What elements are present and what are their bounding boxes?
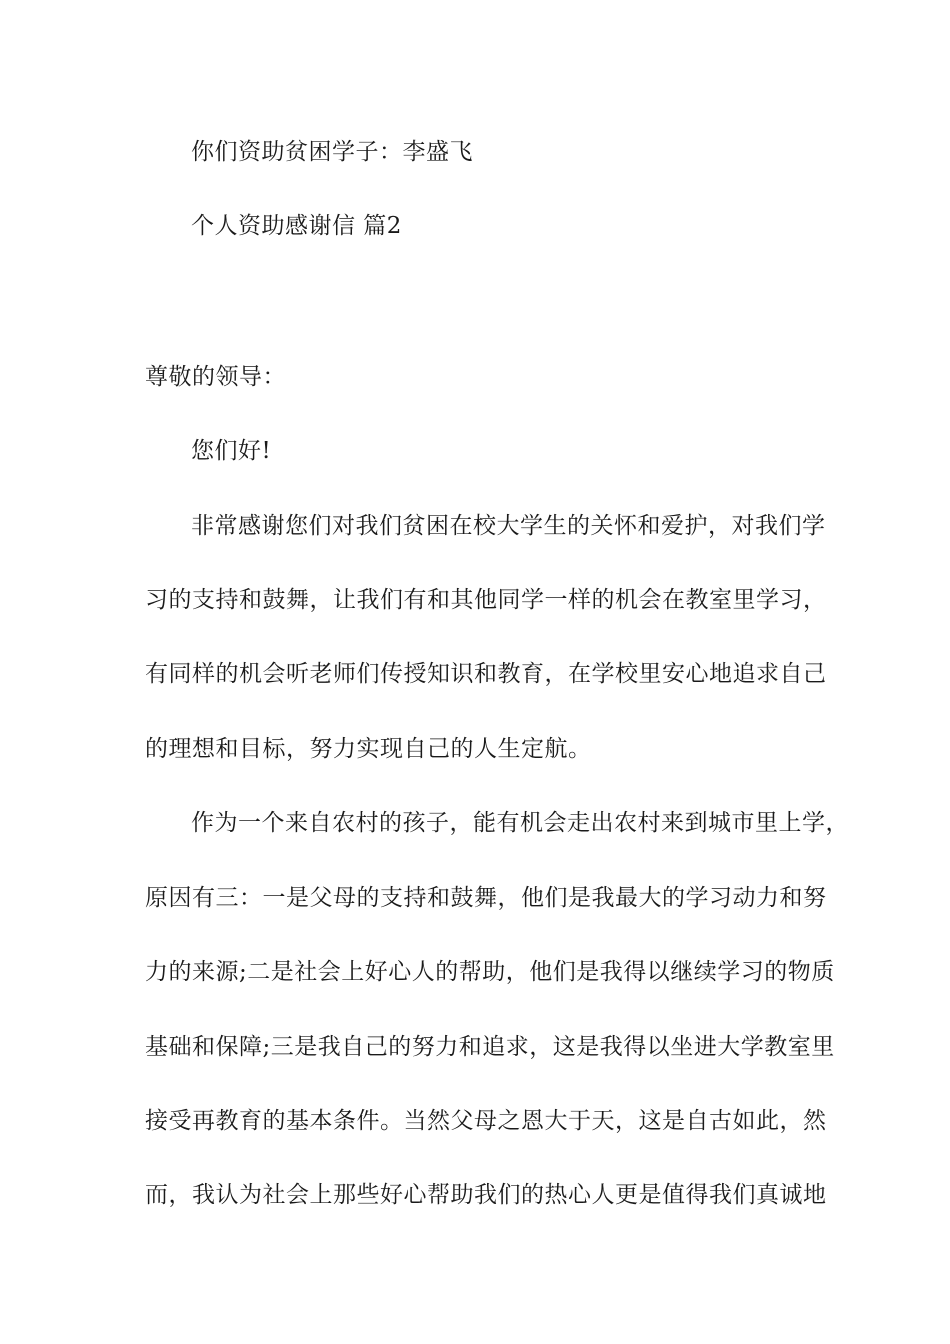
- body-line: 非常感谢您们对我们贫困在校大学生的关怀和爱护，对我们学: [191, 513, 826, 539]
- signature-line: 你们资助贫困学子：李盛飞: [191, 139, 473, 165]
- body-line: 力的来源;二是社会上好心人的帮助，他们是我得以继续学习的物质: [145, 959, 835, 985]
- greeting: 您们好!: [191, 438, 272, 464]
- body-line: 而，我认为社会上那些好心帮助我们的热心人更是值得我们真诚地: [145, 1182, 827, 1208]
- salutation: 尊敬的领导：: [145, 364, 286, 390]
- body-line: 作为一个来自农村的孩子，能有机会走出农村来到城市里上学，: [191, 810, 849, 836]
- body-line: 基础和保障;三是我自己的努力和追求，这是我得以坐进大学教室里: [145, 1034, 835, 1060]
- body-line: 原因有三：一是父母的支持和鼓舞，他们是我最大的学习动力和努: [145, 885, 827, 911]
- section-heading: 个人资助感谢信 篇2: [191, 213, 402, 239]
- body-line: 有同样的机会听老师们传授知识和教育，在学校里安心地追求自己: [145, 661, 827, 687]
- body-line: 习的支持和鼓舞，让我们有和其他同学一样的机会在教室里学习，: [145, 587, 827, 613]
- body-line: 的理想和目标，努力实现自己的人生定航。: [145, 736, 592, 762]
- body-line: 接受再教育的基本条件。当然父母之恩大于天，这是自古如此，然: [145, 1108, 827, 1134]
